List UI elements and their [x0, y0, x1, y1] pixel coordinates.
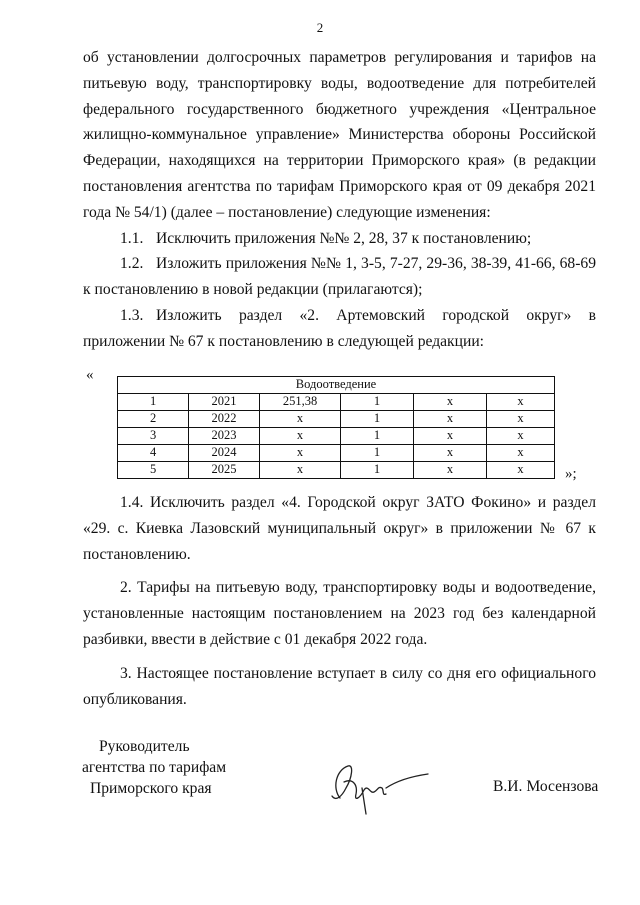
table-row — [118, 411, 555, 428]
signatory-title — [82, 736, 226, 799]
item-text: Исключить приложения №№ 2, 28, 37 к постановлению; — [156, 229, 532, 247]
open-quote: « — [86, 367, 94, 383]
table-header: Водоотведение — [118, 377, 555, 394]
signatory-name: В.И. Мосензова — [493, 778, 599, 795]
table-cell: 2021 — [189, 394, 260, 411]
table-cell: 1 — [341, 445, 414, 462]
signatory-line-3: Приморского края — [90, 780, 212, 797]
table-row — [118, 394, 555, 411]
main-text — [83, 45, 596, 355]
item-1-1 — [83, 226, 596, 252]
table-cell: х — [260, 411, 341, 428]
signatory-line-1: Руководитель — [99, 738, 190, 755]
handwritten-signature — [322, 758, 432, 820]
item-text: Изложить раздел «2. Артемовский городской округ» в приложении № 67 к постановлению в следующей редакции: — [83, 306, 596, 350]
table-cell: 251,38 — [260, 394, 341, 411]
table-cell: 5 — [118, 462, 189, 479]
item-number: 1.3. — [120, 306, 144, 324]
table-cell: х — [487, 428, 555, 445]
table-cell: 1 — [341, 428, 414, 445]
item-text: Изложить приложения №№ 1, 3-5, 7-27, 29-36, 38-39, 41-66, 68-69 к постановлению в новой редакции (прилагаются); — [83, 255, 596, 299]
signatory-line-2: агентства по тарифам — [82, 759, 227, 776]
item-number: 1.1. — [120, 229, 144, 247]
paragraph-2: 2. Тарифы на питьевую воду, транспортировку воды и водоотведение, установленные настоящим постановлением на 2023 год без календарной разбивки, ввести в действие с 01 декабря 2022 года. — [83, 579, 596, 648]
item-1-2 — [83, 251, 596, 303]
table-cell: х — [487, 445, 555, 462]
table-cell: 1 — [118, 394, 189, 411]
table-cell: 2025 — [189, 462, 260, 479]
paragraph-3: 3. Настоящее постановление вступает в силу со дня его официального опубликования. — [83, 664, 596, 708]
table-cell: х — [487, 462, 555, 479]
table-cell: 2 — [118, 411, 189, 428]
table-cell: 4 — [118, 445, 189, 462]
table-cell: 2024 — [189, 445, 260, 462]
table-cell: х — [414, 445, 487, 462]
table-cell: х — [414, 394, 487, 411]
item-1-3 — [83, 303, 596, 355]
table-cell: х — [260, 445, 341, 462]
table-header-row — [118, 377, 555, 394]
table-cell: х — [414, 462, 487, 479]
table-cell: х — [414, 428, 487, 445]
table-row — [118, 462, 555, 479]
table-cell: х — [260, 428, 341, 445]
tariff-table — [117, 376, 555, 479]
table-row — [118, 445, 555, 462]
table-row — [118, 428, 555, 445]
page-number: 2 — [316, 20, 324, 35]
table-cell: 3 — [118, 428, 189, 445]
item-1-4: 1.4. Исключить раздел «4. Городской округ ЗАТО Фокино» и раздел «29. с. Киевка Лазовский муниципальный округ» в приложении № 67 к постановлению. — [83, 494, 596, 563]
close-quote: »; — [565, 466, 577, 482]
table-cell: х — [414, 411, 487, 428]
table-cell: 1 — [341, 394, 414, 411]
table-cell: 2023 — [189, 428, 260, 445]
item-number: 1.2. — [120, 255, 144, 273]
table-cell: х — [487, 394, 555, 411]
table-cell: 1 — [341, 411, 414, 428]
table-cell: 1 — [341, 462, 414, 479]
table-cell: х — [487, 411, 555, 428]
table-cell: 2022 — [189, 411, 260, 428]
intro-paragraph: об установлении долгосрочных параметров регулирования и тарифов на питьевую воду, транспортировку воды, водоотведение для потребителей федерального государственного бюджетного учреждения «Центральное жилищно-коммунальное управление» Министерства обороны Российской Федерации, находящихся на территории Приморского края» (в редакции постановления агентства по тарифам Приморского края от 09 декабря 2021 года № 54/1) (далее – постановление) следующие изменения: — [83, 49, 596, 221]
lower-text — [83, 490, 596, 712]
table-cell: х — [260, 462, 341, 479]
